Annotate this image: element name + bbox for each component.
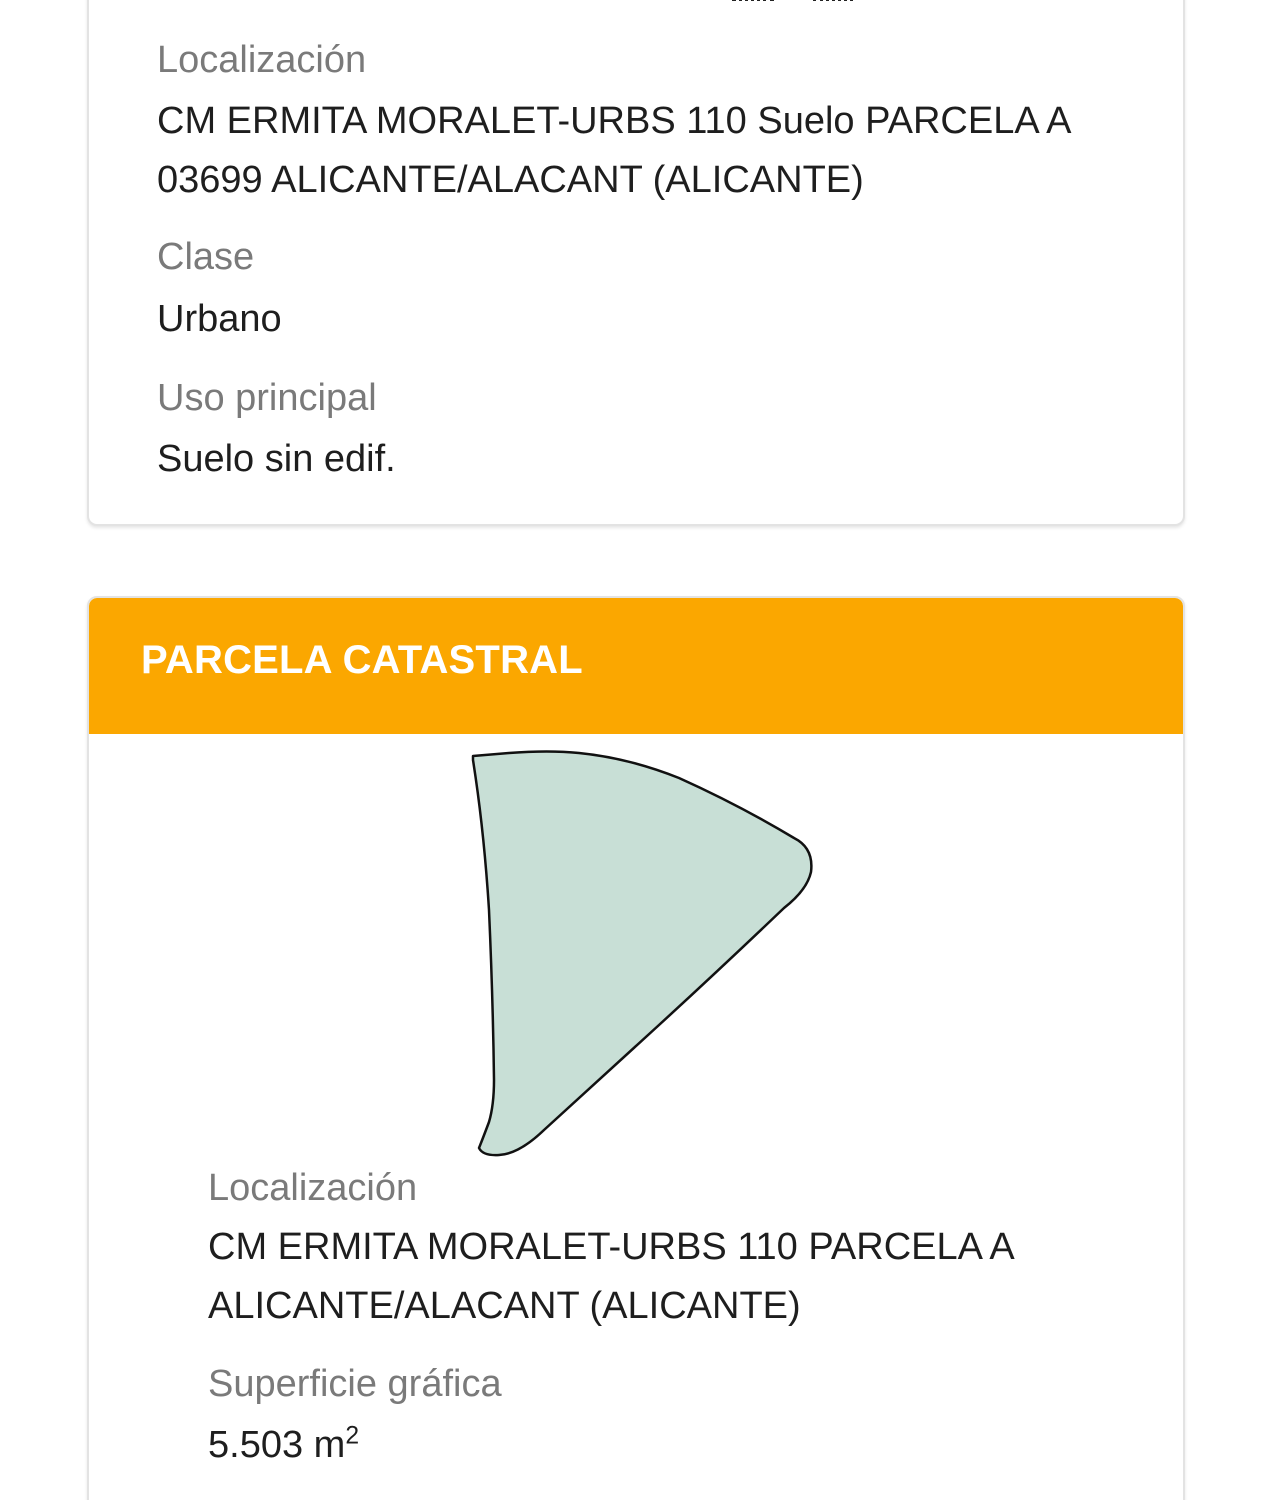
superficie-value — [208, 1416, 359, 1475]
localizacion-value-line1: CM ERMITA MORALET-URBS 110 Suelo PARCELA A — [157, 100, 1072, 142]
parcela-localizacion-value-line2: ALICANTE/ALACANT (ALICANTE) — [208, 1285, 801, 1327]
clase-value: Urbano — [157, 298, 282, 340]
localizacion-label: Localización — [157, 39, 367, 81]
superficie-label: Superficie gráfica — [208, 1363, 502, 1405]
dotted-separator — [732, 0, 774, 1]
uso-principal-label: Uso principal — [157, 377, 377, 419]
card-header — [89, 598, 1183, 734]
parcel-shape-image — [469, 750, 899, 1165]
dotted-separator — [813, 0, 853, 1]
inmueble-card — [87, 0, 1185, 526]
parcela-localizacion-value-line1: CM ERMITA MORALET-URBS 110 PARCELA A — [208, 1226, 1015, 1268]
superficie-number: 5.503 m — [208, 1424, 346, 1466]
parcela-localizacion-label: Localización — [208, 1167, 418, 1209]
superficie-exponent: 2 — [345, 1422, 360, 1450]
card-title: PARCELA CATASTRAL — [141, 638, 583, 682]
uso-principal-value: Suelo sin edif. — [157, 438, 396, 480]
parcel-outline — [473, 752, 811, 1156]
parcela-catastral-card — [87, 596, 1185, 1500]
localizacion-value-line2: 03699 ALICANTE/ALACANT (ALICANTE) — [157, 159, 864, 201]
clase-label: Clase — [157, 236, 255, 278]
